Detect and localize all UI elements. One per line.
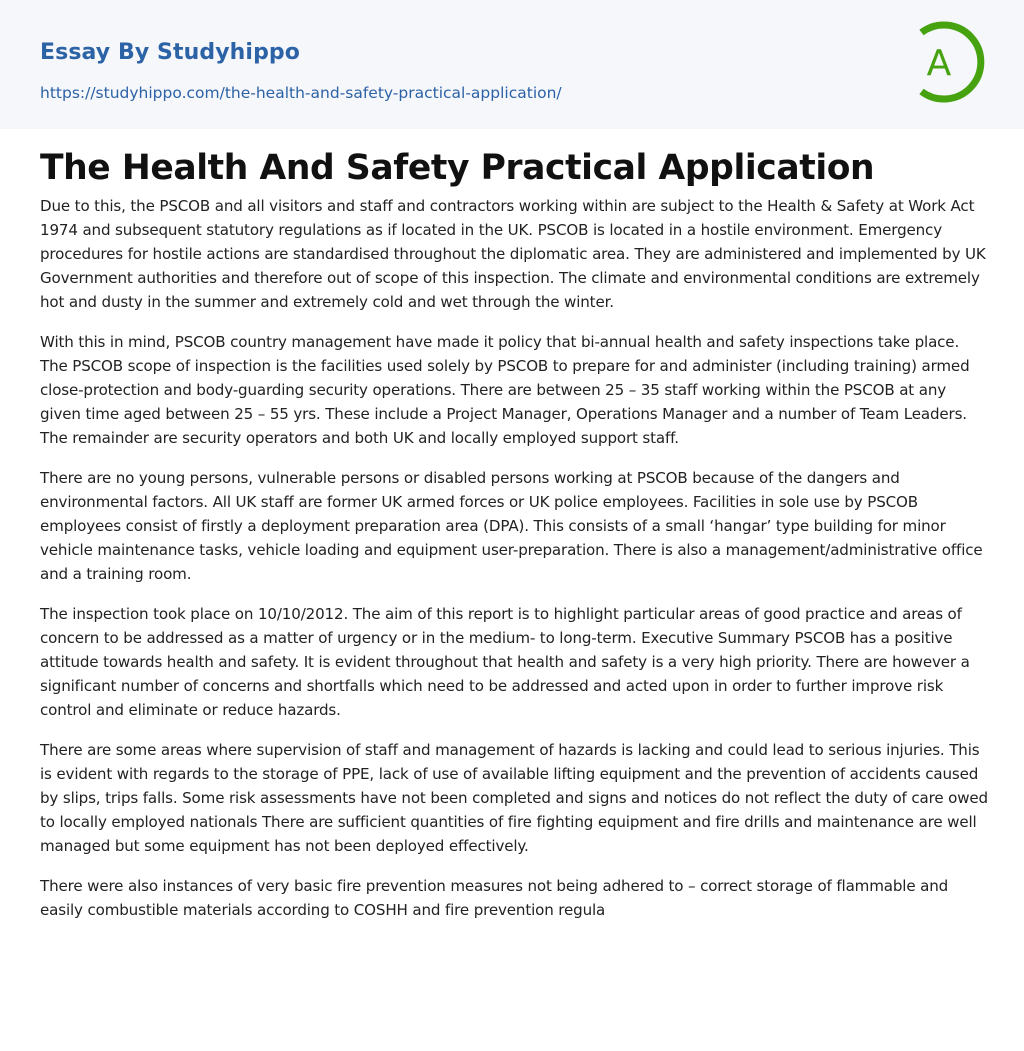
- studyhippo-logo-icon[interactable]: [907, 18, 991, 106]
- site-brand: Essay By Studyhippo: [40, 40, 300, 65]
- article-paragraph: With this in mind, PSCOB country management have made it policy that bi-annual health and safety inspections take place. The PSCOB scope of inspection is the facilities used solely by PSCOB to prepare for and administer (including training) armed close-protection and body-guarding security operations. There are between 25 – 35 staff working within the PSCOB at any given time aged between 25 – 55 yrs. These include a Project Manager, Operations Manager and a number of Team Leaders. The remainder are security operators and both UK and locally employed support staff.: [40, 333, 970, 447]
- article-body: [40, 194, 988, 938]
- logo-graphic: [907, 18, 991, 106]
- article-url-link[interactable]: https://studyhippo.com/the-health-and-safety-practical-application/: [40, 84, 562, 102]
- article-paragraph: There were also instances of very basic fire prevention measures not being adhered to – correct storage of flammable and easily combustible materials according to COSHH and fire prevention regula: [40, 877, 949, 919]
- article-title: The Health And Safety Practical Application: [40, 148, 875, 188]
- article-paragraph: There are some areas where supervision of staff and management of hazards is lacking and could lead to serious injuries. This is evident with regards to the storage of PPE, lack of use of available lifting equipment and the prevention of accidents caused by slips, trips falls. Some risk assessments have not been completed and signs and notices do not reflect the duty of care owed to locally employed nationals There are sufficient quantities of fire fighting equipment and fire drills and maintenance are well managed but some equipment has not been deployed effectively.: [40, 741, 988, 855]
- article-paragraph: The inspection took place on 10/10/2012. The aim of this report is to highlight particular areas of good practice and areas of concern to be addressed as a matter of urgency or in the medium- to long-term. Executive Summary PSCOB has a positive attitude towards health and safety. It is evident throughout that health and safety is a very high priority. There are however a significant number of concerns and shortfalls which need to be addressed and acted upon in order to further improve risk control and eliminate or reduce hazards.: [40, 605, 970, 719]
- logo-letter: A: [926, 43, 952, 84]
- article-paragraph: Due to this, the PSCOB and all visitors and staff and contractors working within are subject to the Health & Safety at Work Act 1974 and subsequent statutory regulations as if located in the UK. PSCOB is located in a hostile environment. Emergency procedures for hostile actions are standardised throughout the diplomatic area. They are administered and implemented by UK Government authorities and therefore out of scope of this inspection. The climate and environmental conditions are extremely hot and dusty in the summer and extremely cold and wet through the winter.: [40, 197, 986, 311]
- article-paragraph: There are no young persons, vulnerable persons or disabled persons working at PSCOB because of the dangers and environmental factors. All UK staff are former UK armed forces or UK police employees. Facilities in sole use by PSCOB employees consist of firstly a deployment preparation area (DPA). This consists of a small ‘hangar’ type building for minor vehicle maintenance tasks, vehicle loading and equipment user-preparation. There is also a management/administrative office and a training room.: [40, 469, 983, 583]
